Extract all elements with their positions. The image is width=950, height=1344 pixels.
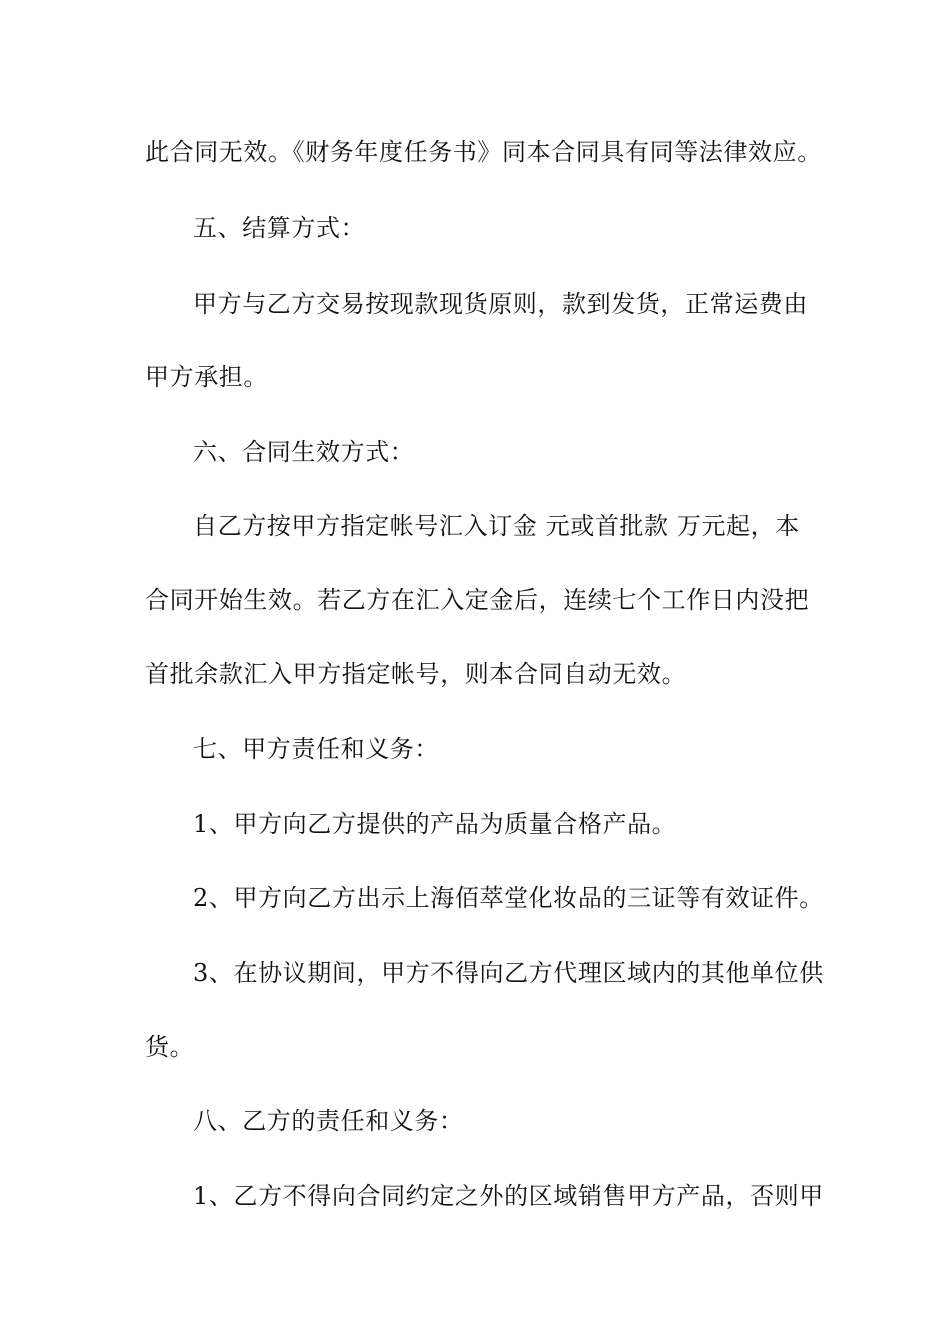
section-heading: 六、合同生效方式： — [193, 438, 415, 466]
paragraph-line: 自乙方按甲方指定帐号汇入订金 元或首批款 万元起，本 — [193, 512, 800, 540]
paragraph-line: 货。 — [145, 1033, 195, 1061]
list-item: 2、甲方向乙方出示上海佰萃堂化妆品的三证等有效证件。 — [193, 884, 824, 912]
section-heading: 五、结算方式： — [193, 214, 366, 242]
paragraph-line: 甲方承担。 — [145, 363, 268, 391]
section-heading: 八、乙方的责任和义务： — [193, 1107, 464, 1135]
paragraph-line: 此合同无效。《财务年度任务书》同本合同具有同等法律效应。 — [145, 138, 822, 166]
paragraph-line: 首批余款汇入甲方指定帐号，则本合同自动无效。 — [145, 660, 687, 688]
list-item: 1、乙方不得向合同约定之外的区域销售甲方产品，否则甲 — [193, 1182, 824, 1210]
section-heading: 七、甲方责任和义务： — [193, 735, 439, 763]
list-item: 1、甲方向乙方提供的产品为质量合格产品。 — [193, 810, 677, 838]
list-item: 3、在协议期间，甲方不得向乙方代理区域内的其他单位供 — [193, 959, 824, 987]
paragraph-line: 合同开始生效。若乙方在汇入定金后，连续七个工作日内没把 — [145, 586, 810, 614]
paragraph-line: 甲方与乙方交易按现款现货原则，款到发货，正常运费由 — [193, 290, 808, 318]
